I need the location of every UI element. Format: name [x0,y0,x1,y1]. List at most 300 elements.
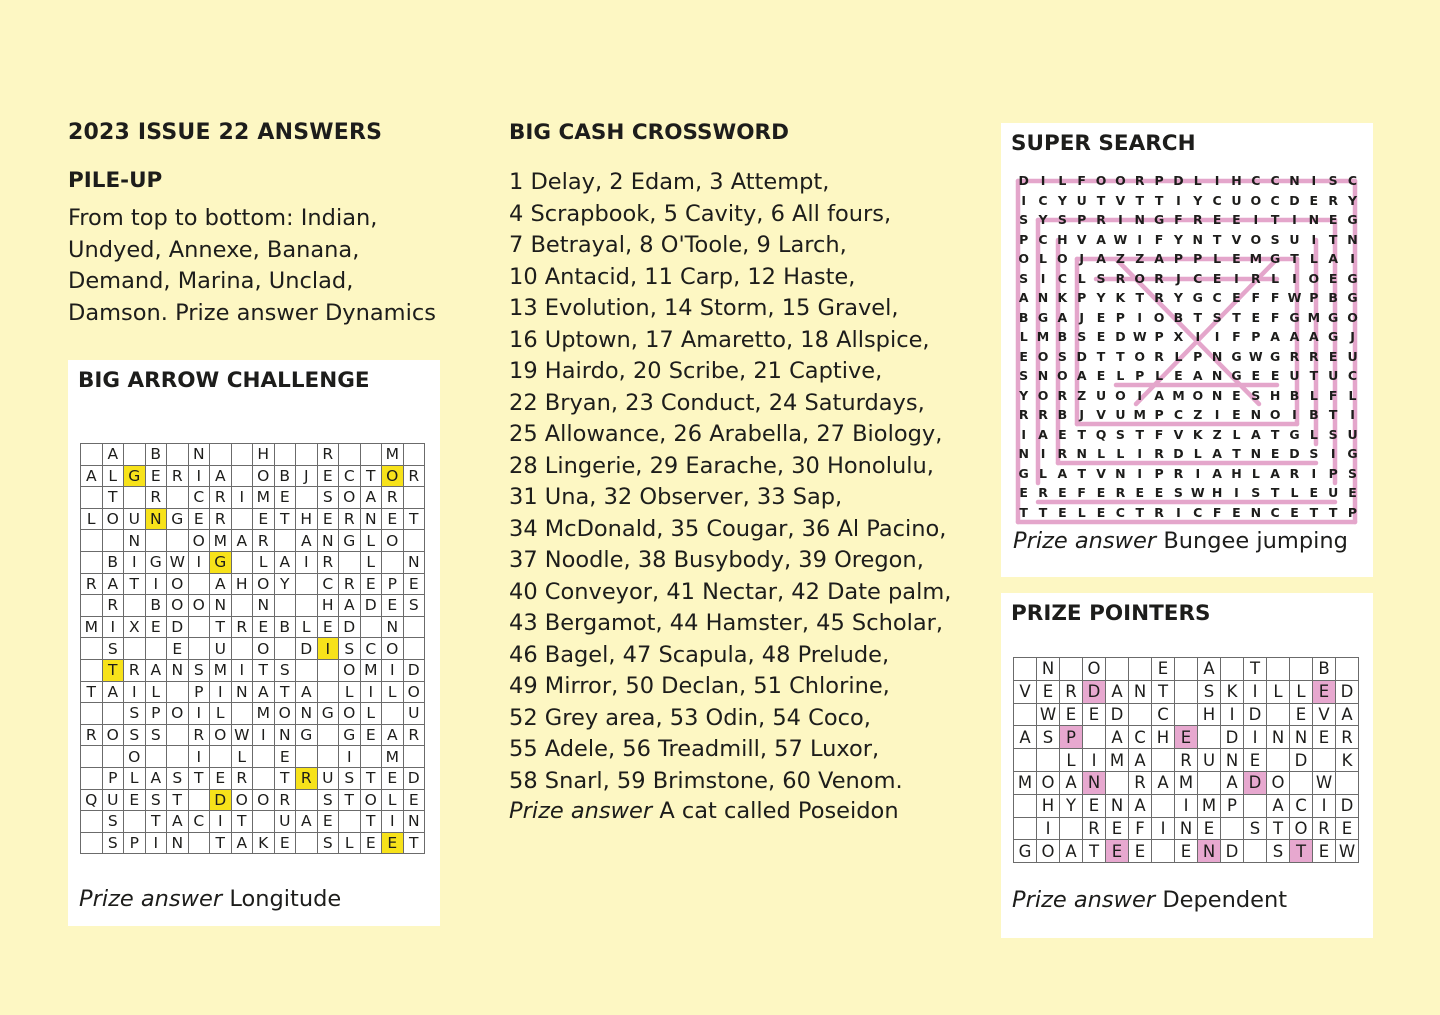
bigcash-heading: BIG CASH CROSSWORD [509,120,789,145]
word-search-letter: A [1018,290,1029,305]
arrow-cell: A [146,660,168,682]
word-search-letter: H [1231,173,1242,188]
word-search-letter: S [1115,426,1125,442]
word-search-letter: L [1039,251,1047,266]
word-search-letter: I [1137,231,1143,247]
arrow-cell: T [167,790,189,812]
pointers-cell: Y [1060,795,1083,818]
pointers-cell: M [1175,772,1198,795]
word-search-letter: W [1287,290,1302,305]
word-search-letter: L [1174,348,1183,364]
word-search-letter: O [1192,387,1204,403]
word-search-letter: E [1058,485,1067,500]
word-search-letter: U [1076,192,1087,208]
arrow-cell: O [253,790,275,812]
bigcash-answer-list [509,167,989,797]
arrow-cell: U [103,790,125,812]
arrow-cell: J [296,466,318,488]
pointers-cell [1336,772,1359,795]
arrow-cell [146,638,168,660]
word-search-letter: E [1019,348,1028,364]
pointers-cell [1290,772,1313,795]
arrow-cell: A [81,466,103,488]
arrow-cell: E [361,725,383,747]
pointers-cell: E [1198,818,1221,841]
word-search-row [1014,427,1362,442]
arrow-cell: E [382,509,404,531]
arrow-cell: O [339,660,361,682]
arrow-cell: G [124,466,146,488]
pointers-cell: A [1267,795,1290,818]
arrow-cell [361,617,383,639]
word-search-letter: O [1250,231,1262,247]
arrow-cell: I [124,682,146,704]
word-search-letter: H [1211,485,1223,500]
word-search-letter: L [1251,465,1260,481]
word-search-letter: A [1096,231,1106,247]
arrow-cell: T [189,768,211,790]
word-search-letter: O [1037,348,1049,364]
pointers-cell [1267,658,1290,681]
word-search-letter: U [1289,231,1300,247]
arrow-cell: S [318,487,340,509]
word-search-letter: T [1270,485,1280,500]
word-search-letter: C [1212,192,1222,208]
pileup-answer-text: From top to bottom: Indian, Undyed, Annexe, Banana, Demand, Marina, Unclad, Damson. Prize answer Dynamics [68,205,436,326]
word-search-letter: I [1350,251,1355,266]
pointers-cell: I [1083,749,1106,772]
pointers-cell [1244,795,1267,818]
arrow-cell [296,595,318,617]
arrow-cell: R [404,466,426,488]
arrow-cell [103,530,125,552]
word-search-letter: A [1154,387,1164,403]
arrow-cell: O [232,790,254,812]
word-search-letter: S [1270,231,1280,247]
arrow-cell: O [167,574,189,596]
bigcash-answer-line: 4 Scrapbook, 5 Cavity, 6 All fours, [509,200,892,227]
word-search-letter: L [1309,387,1318,403]
pointers-cell: E [1060,704,1083,727]
word-search-letter: Y [1019,387,1029,403]
word-search-letter: A [1270,465,1280,481]
word-search-letter: P [1328,465,1338,481]
word-search-letter: Q [1095,426,1107,442]
pointers-cell: I [1175,795,1198,818]
word-search-letter: V [1076,231,1087,247]
arrow-cell: T [81,682,103,704]
arrow-cell: N [167,660,189,682]
word-search-letter: T [1135,192,1144,208]
word-search-letter: E [1251,309,1261,325]
arrow-cell: X [124,617,146,639]
word-search-letter: E [1135,485,1144,500]
word-search-letter: L [1290,485,1299,500]
word-search-letter: E [1328,348,1338,364]
word-search-row [1014,505,1362,520]
pointers-cell: T [1152,681,1175,704]
arrow-cell: O [339,703,361,725]
word-search-letter: P [1309,290,1319,305]
pointers-cell: L [1060,749,1083,772]
arrow-cell: E [318,617,340,639]
word-search-row [1014,388,1362,403]
arrow-cell: R [275,790,297,812]
arrow-cell: T [210,833,232,855]
arrow-cell: L [81,509,103,531]
arrow-cell: S [318,790,340,812]
word-search-letter: X [1173,329,1184,344]
word-search-row [1014,407,1362,422]
arrow-cell: O [124,746,146,768]
arrow-cell: A [146,768,168,790]
arrow-cell [382,703,404,725]
arrow-cell: S [146,725,168,747]
word-search-letter: E [1232,407,1241,422]
word-search-letter: C [1270,504,1280,520]
word-search-row [1014,251,1362,266]
arrow-prize-value: Longitude [229,886,342,912]
word-search-letter: F [1174,212,1183,227]
word-search-letter: I [1292,270,1297,286]
word-search-letter: E [1232,290,1241,305]
word-search-letter: R [1289,348,1300,364]
arrow-cell: S [318,833,340,855]
word-search-letter: R [1038,407,1048,422]
word-search-letter: H [1269,387,1281,403]
word-search-letter: T [1077,426,1086,442]
arrow-cell: A [103,574,125,596]
word-search-letter: A [1096,251,1106,266]
word-search-letter: S [1328,173,1338,188]
pointers-cell: R [1175,749,1198,772]
arrow-cell [339,811,361,833]
arrow-cell: M [253,487,275,509]
arrow-cell [404,617,426,639]
word-search-letter: I [1311,231,1317,247]
pointers-cell: B [1313,658,1336,681]
pointers-cell [1244,840,1267,863]
word-search-letter: P [1115,309,1125,325]
pointers-cell: M [1198,795,1221,818]
word-search-letter: R [1038,485,1048,500]
arrow-cell: R [232,617,254,639]
arrow-cell: I [382,660,404,682]
arrow-cell: W [167,552,189,574]
word-search-letter: E [1232,212,1241,227]
word-search-letter: G [1289,309,1300,325]
arrow-prize-answer [79,886,341,912]
pointers-cell: A [1106,681,1129,704]
arrow-cell: C [339,466,361,488]
word-search-letter: Z [1077,387,1087,403]
arrow-cell: B [275,617,297,639]
arrow-cell: I [339,746,361,768]
word-search-letter: O [1057,368,1068,383]
word-search-letter: Y [1173,231,1183,247]
arrow-cell: N [232,682,254,704]
pointers-cell: W [1313,772,1336,795]
word-search-letter: D [1289,192,1300,208]
word-search-letter: O [1347,309,1358,325]
arrow-cell [232,444,254,466]
pointers-cell: E [1313,840,1336,863]
arrow-cell: G [210,552,232,574]
arrow-cell: T [361,466,383,488]
word-search-letter: I [1040,446,1046,461]
arrow-cell: E [382,833,404,855]
word-search-letter: R [1173,465,1184,481]
word-search-letter: R [1328,192,1338,208]
word-search-letter: F [1077,173,1086,188]
arrow-cell: D [361,595,383,617]
word-search-letter: L [1309,251,1318,266]
pointers-cell: A [1060,840,1083,863]
word-search-letter: J [1079,251,1085,266]
word-search-letter: R [1057,387,1068,403]
bigcash-answer-line: 58 Snarl, 59 Brimstone, 60 Venom. [509,767,903,794]
word-search-letter: A [1038,426,1048,442]
arrow-cell: L [382,790,404,812]
word-search-letter: P [1154,329,1164,344]
word-search-letter: H [1231,465,1242,481]
pointers-cell: A [1221,772,1244,795]
pointers-cell: N [1267,726,1290,749]
word-search-letter: I [1350,407,1355,422]
word-search-letter: E [1154,485,1164,500]
arrow-cell: C [318,574,340,596]
word-search-letter: J [1176,270,1181,286]
arrow-cell [318,682,340,704]
pointers-cell: S [1037,726,1060,749]
word-search-letter: V [1173,426,1184,442]
word-search-letter: A [1289,329,1300,344]
bigcash-answer-line: 37 Noodle, 38 Busybody, 39 Oregon, [509,547,924,573]
word-search-letter: I [1195,329,1201,344]
word-search-letter: Z [1115,251,1125,266]
arrow-cell: N [404,552,426,574]
word-search-grid [1014,173,1362,527]
arrow-cell: O [382,530,404,552]
pointers-cell: O [1037,840,1060,863]
word-search-letter: E [1096,504,1106,520]
word-search-letter: S [1077,329,1087,344]
arrow-cell: R [404,725,426,747]
bigcash-answer-line: 40 Conveyor, 41 Nectar, 42 Date palm, [509,578,952,605]
arrow-cell [404,530,426,552]
pointers-cell: D [1106,704,1129,727]
word-search-letter: G [1347,212,1358,227]
arrow-cell [81,444,103,466]
word-search-letter: E [1232,387,1241,403]
word-search-letter: E [1270,446,1280,461]
bigcash-answer-line: 46 Bagel, 47 Scapula, 48 Prelude, [509,641,890,668]
word-search-letter: M [1307,309,1321,325]
arrow-cell: E [210,768,232,790]
word-search-letter: T [1232,309,1241,325]
word-search-letter: R [1192,212,1203,227]
arrow-cell: E [382,595,404,617]
arrow-cell: M [210,660,232,682]
arrow-cell: T [103,660,125,682]
arrow-cell: C [361,638,383,660]
pointers-cell: S [1244,818,1267,841]
arrow-cell: A [275,552,297,574]
arrow-cell: D [404,768,426,790]
word-search-letter: G [1270,348,1281,364]
arrow-cell [296,746,318,768]
arrow-cell [167,487,189,509]
word-search-letter: C [1270,173,1280,188]
pointers-cell: E [1313,726,1336,749]
pointers-cell: V [1014,681,1037,704]
word-search-letter: D [1173,173,1184,188]
arrow-cell: I [189,746,211,768]
word-search-letter: O [1269,407,1281,422]
pointers-cell [1198,726,1221,749]
arrow-cell: R [339,574,361,596]
word-search-letter: E [1096,368,1106,383]
word-search-letter: S [1212,309,1222,325]
arrow-cell: U [318,768,340,790]
word-search-letter: T [1270,426,1280,442]
bigcash-answer-line: 28 Lingerie, 29 Earache, 30 Honolulu, [509,452,934,479]
word-search-letter: T [1038,504,1048,520]
word-search-letter: E [1212,212,1222,227]
pointers-cell: E [1313,681,1336,704]
arrow-cell: N [275,725,297,747]
arrow-cell [146,530,168,552]
word-search-letter: L [1058,173,1067,188]
word-search-letter: L [1193,446,1202,461]
arrow-cell: R [232,768,254,790]
word-search-letter: D [1115,329,1126,344]
pointers-cell: D [1336,681,1359,704]
arrow-cell: S [146,790,168,812]
word-search-letter: A [1308,329,1319,344]
arrow-cell: R [339,509,361,531]
arrow-cell: T [146,811,168,833]
arrow-cell [339,552,361,574]
arrow-cell: M [253,703,275,725]
pointers-cell: O [1290,818,1313,841]
arrow-cell: I [318,638,340,660]
arrow-cell: P [103,768,125,790]
word-search-letter: C [1173,407,1184,422]
arrow-cell: U [275,811,297,833]
arrow-cell: H [232,574,254,596]
pointers-cell: E [1175,726,1198,749]
word-search-letter: E [1309,192,1319,208]
arrow-cell: T [361,811,383,833]
word-search-letter: I [1311,173,1317,188]
word-search-letter: N [1211,368,1223,383]
word-search-letter: O [1134,270,1146,286]
word-search-letter: R [1154,290,1164,305]
pointers-cell [1014,818,1037,841]
arrow-cell [81,746,103,768]
arrow-cell: S [275,660,297,682]
arrow-cell: E [124,790,146,812]
arrow-cell: L [361,530,383,552]
pointers-cell: A [1198,658,1221,681]
pointers-cell: E [1290,704,1313,727]
word-search-letter: N [1347,231,1358,247]
pointers-cell [1037,749,1060,772]
word-search-letter: R [1154,270,1164,286]
word-search-letter: T [1116,348,1125,364]
word-search-letter: J [1079,309,1085,325]
arrow-cell: M [382,444,404,466]
word-search-letter: M [1036,329,1050,344]
word-search-letter: K [1057,290,1068,305]
word-search-row [1014,329,1362,344]
word-search-letter: B [1289,387,1300,403]
arrow-cell: I [146,833,168,855]
arrow-cell: E [318,466,340,488]
word-search-letter: N [1289,173,1300,188]
arrow-cell: A [103,444,125,466]
arrow-cell: I [210,811,232,833]
word-search-letter: A [1076,368,1087,383]
word-search-letter: O [1037,387,1049,403]
arrow-cell: E [382,768,404,790]
arrow-cell [296,487,318,509]
word-search-letter: L [1309,426,1318,442]
pointers-cell: T [1244,658,1267,681]
bigcash-answer-line: 31 Una, 32 Observer, 33 Sap, [509,484,843,510]
pointers-cell: E [1083,795,1106,818]
pointers-cell: E [1037,681,1060,704]
arrow-cell: A [339,595,361,617]
arrow-cell [81,552,103,574]
pointers-cell: T [1083,840,1106,863]
arrow-cell: E [404,574,426,596]
word-search-letter: O [1308,270,1320,286]
word-search-row [1014,212,1362,227]
arrow-cell [296,660,318,682]
word-search-letter: E [1328,212,1338,227]
word-search-letter: C [1193,270,1203,286]
pointers-cell: D [1244,704,1267,727]
arrow-cell [275,444,297,466]
pointers-cell [1083,726,1106,749]
arrow-cell: U [124,509,146,531]
word-search-letter: L [1232,426,1241,442]
word-search-letter: G [1347,446,1358,461]
pointers-cell: A [1129,749,1152,772]
word-search-letter: I [1137,387,1143,403]
word-search-letter: E [1096,329,1106,344]
arrow-challenge-heading: BIG ARROW CHALLENGE [78,368,370,393]
word-search-letter: C [1347,368,1358,383]
arrow-cell [167,682,189,704]
arrow-cell: G [296,725,318,747]
arrow-cell: T [210,617,232,639]
arrow-cell: D [339,617,361,639]
arrow-cell: E [146,617,168,639]
search-prize-label: Prize answer [1013,528,1157,554]
pointers-cell: A [1129,795,1152,818]
word-search-letter: V [1096,465,1106,481]
pointers-cell: W [1336,840,1359,863]
arrow-cell: O [189,595,211,617]
word-search-letter: P [1077,290,1087,305]
arrow-cell: K [253,833,275,855]
word-search-letter: N [1037,290,1049,305]
pointers-prize-label: Prize answer [1012,887,1156,913]
word-search-letter: I [1021,426,1026,442]
